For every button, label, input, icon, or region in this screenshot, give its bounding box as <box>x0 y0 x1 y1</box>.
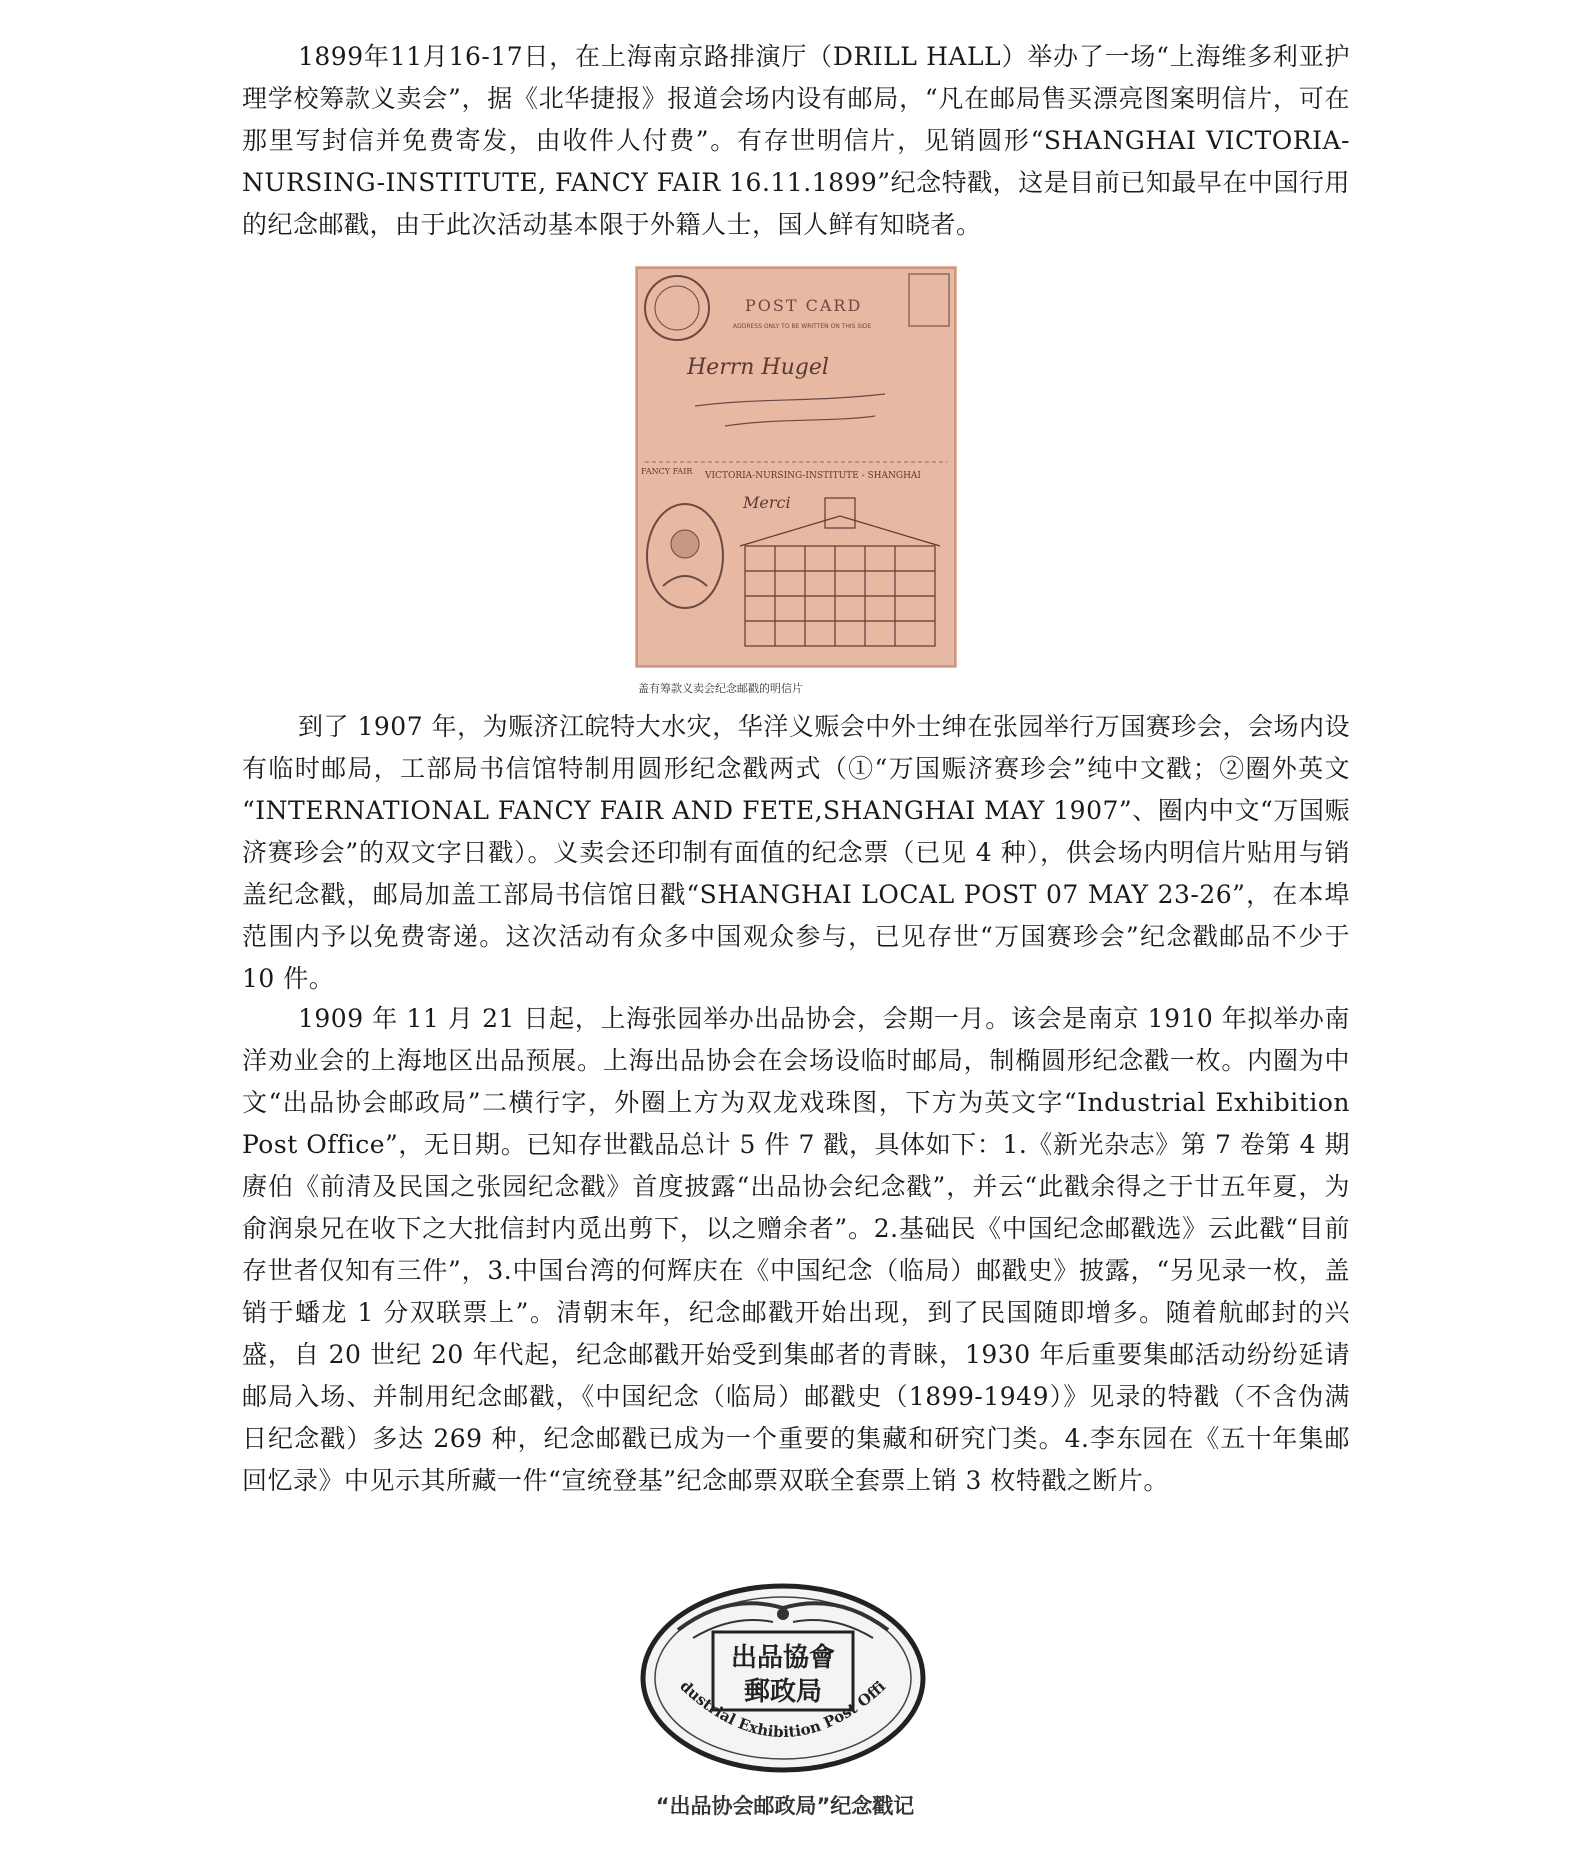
pearl-icon <box>777 1608 789 1620</box>
handwritten-merci: Merci <box>743 493 791 512</box>
card-title: POST CARD <box>745 296 863 315</box>
commemorative-postmark-image <box>638 1578 928 1778</box>
paragraph-1909-industrial-exhibition: 1909 年 11 月 21 日起，上海张园举办出品协会，会期一月。该会是南京 1910 年拟举办南洋劝业会的上海地区出品预展。上海出品协会在会场设临时邮局，制椭圆形纪念戳一枚。内圈为中文“出品协会邮政局”二横行字，外圈上方为双龙戏珠图，下方为英文字“Industrial Exhibition Post Office”，无日期。已知存世戳品总计 5 件 7 戳，具体如下：1.《新光杂志》第 7 卷第 4 期赓伯《前清及民国之张园纪念戳》首度披露“出品协会纪念戳”，并云“此戳余得之于廿五年夏，为俞润泉兄在收下之大批信封内觅出剪下，以之赠余者”。2.基础民《中国纪念邮戳选》云此戳“目前存世者仅知有三件”，3.中国台湾的何辉庆在《中国纪念（临局）邮戳史》披露，“另见录一枚，盖销于蟠龙 1 分双联票上”。清朝末年，纪念邮戳开始出现，到了民国随即增多。随着航邮封的兴盛，自 20 世纪 20 年代起，纪念邮戳开始受到集邮者的青睐，1930 年后重要集邮活动纷纷延请邮局入场、并制用纪念邮戳，《中国纪念（临局）邮戳史（1899-1949）》见录的特戳（不含伪满日纪念戳）多达 269 种，纪念邮戳已成为一个重要的集藏和研究门类。4.李东园在《五十年集邮回忆录》中见示其所藏一件“宣统登基”纪念邮票双联全套票上销 3 枚特戳之断片。 <box>242 1004 1350 1495</box>
fancy-fair-label: FANCY FAIR <box>641 467 693 476</box>
handwritten-name: Herrn Hugel <box>687 355 829 380</box>
postcard-illustration <box>635 266 957 668</box>
portrait-head-icon <box>671 530 699 558</box>
paragraph-1907-fancy-fair: 到了 1907 年，为赈济江皖特大水灾，华洋义赈会中外士绅在张园举行万国赛珍会，会场内设有临时邮局，工部局书信馆特制用圆形纪念戳两式（①“万国赈济赛珍会”纯中文戳；②圈外英文 “INTERNATIONAL FANCY FAIR AND FETE,SHANGHAI MAY 1907”、圈内中文“万国赈济赛珍会”的双文字日戳）。义卖会还印制有面值的纪念票（已见 4 种），供会场内明信片贴用与销盖纪念戳，邮局加盖工部局书信馆日戳“SHANGHAI LOCAL POST 07 MAY 23-26”，在本埠范围内予以免费寄递。这次活动有众多中国观众参与，已见存世“万国赛珍会”纪念戳邮品不少于 10 件。 <box>242 712 1350 993</box>
card-subtitle: ADDRESS ONLY TO BE WRITTEN ON THIS SIDE <box>733 323 872 330</box>
postcard-caption: 盖有筹款义卖会纪念邮戳的明信片 <box>638 682 803 695</box>
postmark-inner-line2: 郵政局 <box>743 1677 823 1707</box>
postcard-image <box>635 266 957 668</box>
stamp-inscription: VICTORIA-NURSING-INSTITUTE - SHANGHAI <box>705 471 921 481</box>
postmark-inner-line1: 出品協會 <box>730 1643 836 1673</box>
postmark-outer-textpath: dustrial Exhibition Post Office <box>676 1676 890 1742</box>
postmark-illustration <box>638 1578 928 1778</box>
paragraph-1899-fancy-fair: 1899年11月16-17日，在上海南京路排演厅（DRILL HALL）举办了一场“上海维多利亚护理学校筹款义卖会”，据《北华捷报》报道会场内设有邮局，“凡在邮局售买漂亮图案明信片，可在那里写封信并免费寄发，由收件人付费”。有存世明信片，见销圆形“SHANGHAI VICTORIA-NURSING-INSTITUTE, FANCY FAIR 16.11.1899”纪念特戳，这是目前已知最早在中国行用的纪念邮戳，由于此次活动基本限于外籍人士，国人鲜有知晓者。 <box>242 42 1350 239</box>
postmark-caption: “出品协会邮政局”纪念戳记 <box>655 1794 915 1818</box>
